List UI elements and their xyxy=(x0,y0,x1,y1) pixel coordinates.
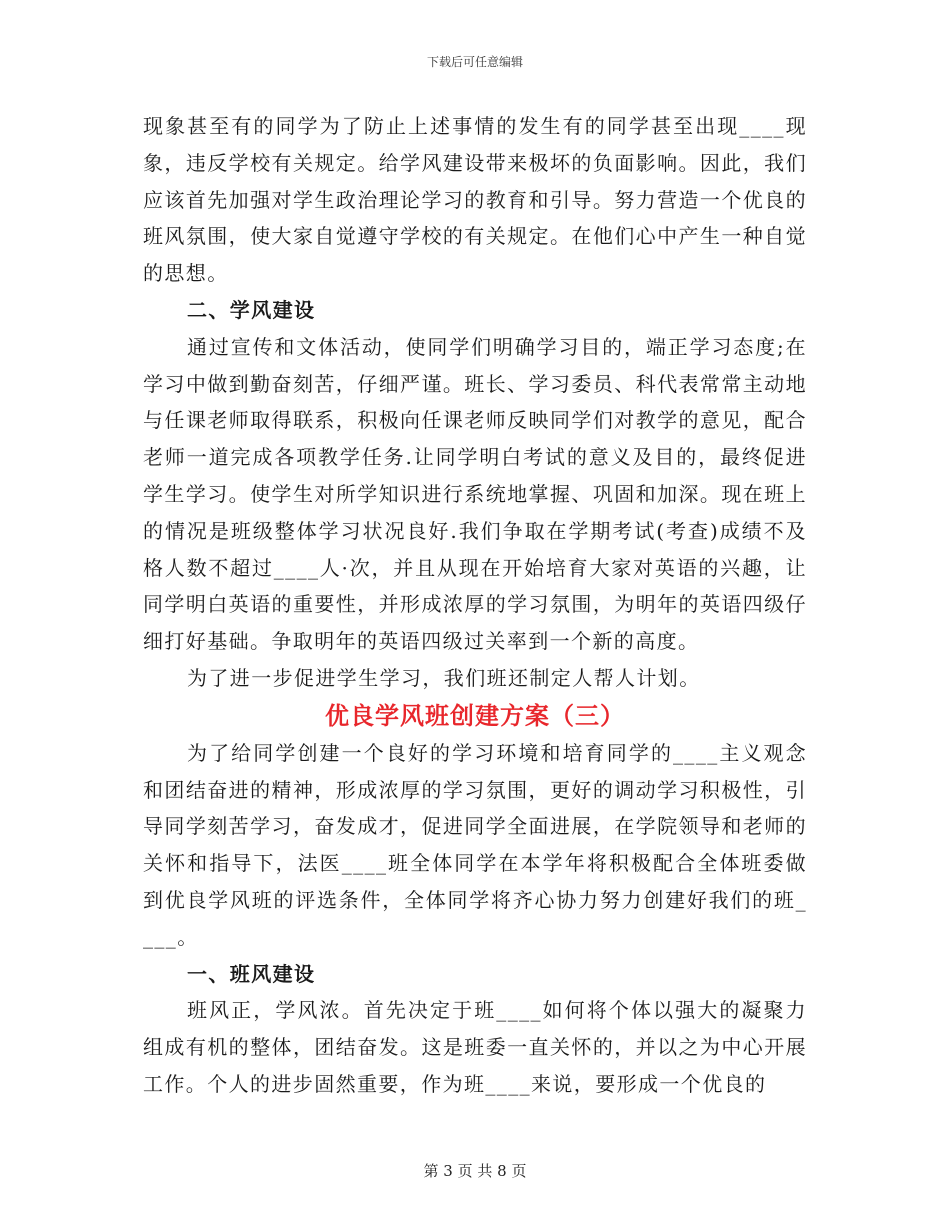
heading-study-style: 二、学风建设 xyxy=(187,297,316,322)
heading-class-style: 一、班风建设 xyxy=(187,961,316,986)
header-note: 下载后可任意编辑 xyxy=(426,55,523,69)
paragraph-intro: 为了给同学创建一个良好的学习环境和培育同学的____主义观念和团结奋进的精神，形成浓厚的学习氛围，更好的调动学习积极性，引导同学刻苦学习，奋发成才，促进同学全面进展，在学院领导和老师的关怀和指导下，法医____班全体同学在本学年将积极配合全体班委做到优良学风班的评选条件，全体同学将齐心协力努力创建好我们的班____。 xyxy=(143,740,807,949)
paragraph-class-style: 班风正，学风浓。首先决定于班____如何将个体以强大的凝聚力组成有机的整体，团结奋发。这是班委一直关怀的，并以之为中心开展工作。个人的进步固然重要，作为班____来说，要形成一个优良的 xyxy=(143,998,807,1096)
section-title: 优良学风班创建方案（三） xyxy=(325,701,625,730)
paragraph-study-style: 通过宣传和文体活动，使同学们明确学习目的，端正学习态度;在学习中做到勤奋刻苦，仔细严谨。班长、学习委员、科代表常常主动地与任课老师取得联系，积极向任课老师反映同学们对教学的意见，配合老师一道完成各项教学任务.让同学明白考试的意义及目的，最终促进学生学习。使学生对所学知识进行系统地掌握、巩固和加深。现在班上的情况是班级整体学习状况良好.我们争取在学期考试(考查)成绩不及格人数不超过____人·次，并且从现在开始培育大家对英语的兴趣，让同学明白英语的重要性，并形成浓厚的学习氛围，为明年的英语四级仔细打好基础。争取明年的英语四级过关率到一个新的高度。 xyxy=(143,334,807,654)
paragraph-continuation: 现象甚至有的同学为了防止上述事情的发生有的同学甚至出现____现象，违反学校有关规定。给学风建设带来极坏的负面影响。因此，我们应该首先加强对学生政治理论学习的教育和引导。努力营造一个优良的班风氛围，使大家自觉遵守学校的有关规定。在他们心中产生一种自觉的思想。 xyxy=(143,114,807,286)
paragraph-help-plan: 为了进一步促进学生学习，我们班还制定人帮人计划。 xyxy=(187,665,701,690)
page-number: 第 3 页 共 8 页 xyxy=(423,1162,527,1180)
document-body xyxy=(143,108,807,1103)
